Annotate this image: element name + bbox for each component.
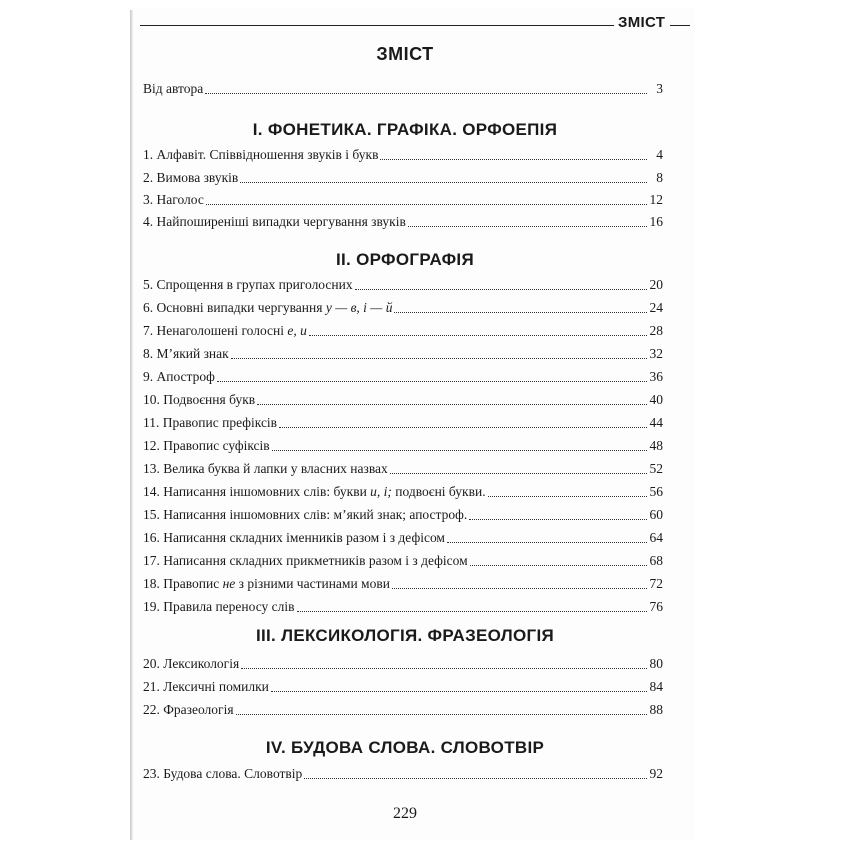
toc-entry-title: 6. Основні випадки чергування у — в, і — й bbox=[143, 300, 393, 315]
toc-entry-8[interactable] bbox=[143, 343, 663, 363]
dot-leader bbox=[272, 449, 647, 451]
toc-entry-title: 16. Написання складних іменників разом і з дефісом bbox=[143, 530, 445, 545]
toc-entry-title: 14. Написання іншомовних слів: букви и, і; подвоєні букви. bbox=[143, 484, 486, 499]
toc-entry-4[interactable] bbox=[143, 211, 663, 231]
toc-entry-title: 17. Написання складних прикметників разом і з дефісом bbox=[143, 553, 468, 568]
dot-leader bbox=[469, 518, 647, 520]
toc-entry-page: 4 bbox=[656, 147, 663, 162]
toc-entry-2[interactable] bbox=[143, 167, 663, 187]
running-head-label: ЗМІСТ bbox=[618, 14, 666, 31]
section-title-4: ІV. БУДОВА СЛОВА. СЛОВОТВІР bbox=[265, 738, 545, 757]
toc-entry-page: 24 bbox=[649, 300, 663, 315]
toc-entry-title: 11. Правопис префіксів bbox=[143, 415, 278, 430]
toc-entry-page: 36 bbox=[649, 369, 663, 384]
toc-entry-title: 21. Лексичні помилки bbox=[143, 679, 269, 694]
dot-leader bbox=[241, 667, 647, 669]
running-head bbox=[140, 14, 690, 34]
dot-leader bbox=[488, 495, 647, 497]
toc-entry-10[interactable] bbox=[143, 389, 663, 409]
toc-entry-18[interactable] bbox=[143, 573, 663, 593]
dot-leader bbox=[271, 690, 647, 692]
toc-entry-14[interactable] bbox=[143, 481, 663, 501]
toc-entry-title: 20. Лексикологія bbox=[143, 656, 240, 671]
dot-leader bbox=[390, 472, 647, 474]
toc-entry-title: 1. Алфавіт. Співвідношення звуків і букв bbox=[143, 147, 379, 162]
dot-leader bbox=[304, 777, 647, 779]
dot-leader bbox=[392, 587, 647, 589]
dot-leader bbox=[447, 541, 647, 543]
toc-entry-title: 10. Подвоєння букв bbox=[143, 392, 256, 407]
toc-entry-page: 80 bbox=[649, 656, 663, 671]
toc-entry-title: 22. Фразеологія bbox=[143, 702, 234, 717]
toc-entry-1[interactable] bbox=[143, 144, 663, 164]
dot-leader bbox=[380, 158, 647, 160]
toc-entry-title: 13. Велика буква й лапки у власних назвах bbox=[143, 461, 388, 476]
toc-entry-page: 92 bbox=[649, 766, 663, 781]
toc-entry-page: 20 bbox=[649, 277, 663, 292]
toc-entry-page: 52 bbox=[649, 461, 663, 476]
toc-entry-7[interactable] bbox=[143, 320, 663, 340]
toc-entry-title: 8. М’який знак bbox=[143, 346, 229, 361]
toc-entry-page: 60 bbox=[649, 507, 663, 522]
toc-entry-19[interactable] bbox=[143, 596, 663, 616]
toc-entry-title: 2. Вимова звуків bbox=[143, 170, 239, 185]
toc-entry-11[interactable] bbox=[143, 412, 663, 432]
section-title-1: І. ФОНЕТИКА. ГРАФІКА. ОРФОЕПІЯ bbox=[252, 120, 558, 139]
toc-title: ЗМІСТ bbox=[376, 44, 434, 64]
page-number: 229 bbox=[393, 805, 417, 822]
toc-entry-6[interactable] bbox=[143, 297, 663, 317]
toc-entry-12[interactable] bbox=[143, 435, 663, 455]
toc-entry-title: 15. Написання іншомовних слів: м’який знак; апостроф. bbox=[143, 507, 468, 522]
running-head-rule-left bbox=[140, 25, 614, 26]
toc-entry-title: 23. Будова слова. Словотвір bbox=[143, 766, 303, 781]
toc-entry-intro[interactable] bbox=[143, 78, 663, 98]
toc-entry-page: 8 bbox=[656, 170, 663, 185]
toc-entry-page: 56 bbox=[649, 484, 663, 499]
toc-entry-page: 72 bbox=[649, 576, 663, 591]
toc-entry-5[interactable] bbox=[143, 274, 663, 294]
dot-leader bbox=[309, 334, 647, 336]
toc-entry-page: 44 bbox=[649, 415, 663, 430]
toc-entry-20[interactable] bbox=[143, 653, 663, 673]
page-spine-edge bbox=[130, 10, 133, 840]
toc-entry-page: 68 bbox=[649, 553, 663, 568]
toc-entry-23[interactable] bbox=[143, 763, 663, 783]
toc-entry-title: Від автора bbox=[143, 81, 204, 96]
toc-entry-page: 16 bbox=[649, 214, 663, 229]
toc-entry-3[interactable] bbox=[143, 189, 663, 209]
toc-entry-title: 7. Ненаголошені голосні е, и bbox=[143, 323, 307, 338]
toc-entry-title: 12. Правопис суфіксів bbox=[143, 438, 270, 453]
toc-entry-page: 3 bbox=[656, 81, 663, 96]
dot-leader bbox=[240, 181, 647, 183]
section-title-3: ІІІ. ЛЕКСИКОЛОГІЯ. ФРАЗЕОЛОГІЯ bbox=[255, 626, 555, 645]
toc-entry-title: 3. Наголос bbox=[143, 192, 204, 207]
toc-entry-page: 28 bbox=[649, 323, 663, 338]
toc-entry-9[interactable] bbox=[143, 366, 663, 386]
toc-entry-page: 40 bbox=[649, 392, 663, 407]
running-head-rule-right bbox=[670, 25, 690, 26]
dot-leader bbox=[206, 203, 647, 205]
toc-entry-page: 64 bbox=[649, 530, 663, 545]
dot-leader bbox=[257, 403, 647, 405]
dot-leader bbox=[231, 357, 647, 359]
toc-entry-page: 48 bbox=[649, 438, 663, 453]
toc-entry-13[interactable] bbox=[143, 458, 663, 478]
toc-entry-title: 5. Спрощення в групах приголосних bbox=[143, 277, 353, 292]
toc-entry-page: 12 bbox=[649, 192, 663, 207]
toc-entry-21[interactable] bbox=[143, 676, 663, 696]
toc-entry-title: 19. Правила переносу слів bbox=[143, 599, 295, 614]
toc-entry-15[interactable] bbox=[143, 504, 663, 524]
toc-entry-title: 18. Правопис не з різними частинами мови bbox=[143, 576, 390, 591]
dot-leader bbox=[297, 610, 647, 612]
toc-entry-page: 32 bbox=[649, 346, 663, 361]
toc-entry-page: 84 bbox=[649, 679, 663, 694]
dot-leader bbox=[205, 92, 647, 94]
toc-entry-17[interactable] bbox=[143, 550, 663, 570]
toc-entry-title: 4. Найпоширеніші випадки чергування звуків bbox=[143, 214, 406, 229]
dot-leader bbox=[355, 288, 647, 290]
dot-leader bbox=[236, 713, 647, 715]
toc-entry-16[interactable] bbox=[143, 527, 663, 547]
toc-entry-page: 88 bbox=[649, 702, 663, 717]
toc-entry-title: 9. Апостроф bbox=[143, 369, 215, 384]
toc-entry-page: 76 bbox=[649, 599, 663, 614]
toc-entry-22[interactable] bbox=[143, 699, 663, 719]
dot-leader bbox=[217, 380, 647, 382]
dot-leader bbox=[394, 311, 647, 313]
dot-leader bbox=[408, 225, 647, 227]
dot-leader bbox=[470, 564, 647, 566]
dot-leader bbox=[279, 426, 647, 428]
section-title-2: ІІ. ОРФОГРАФІЯ bbox=[336, 250, 474, 269]
